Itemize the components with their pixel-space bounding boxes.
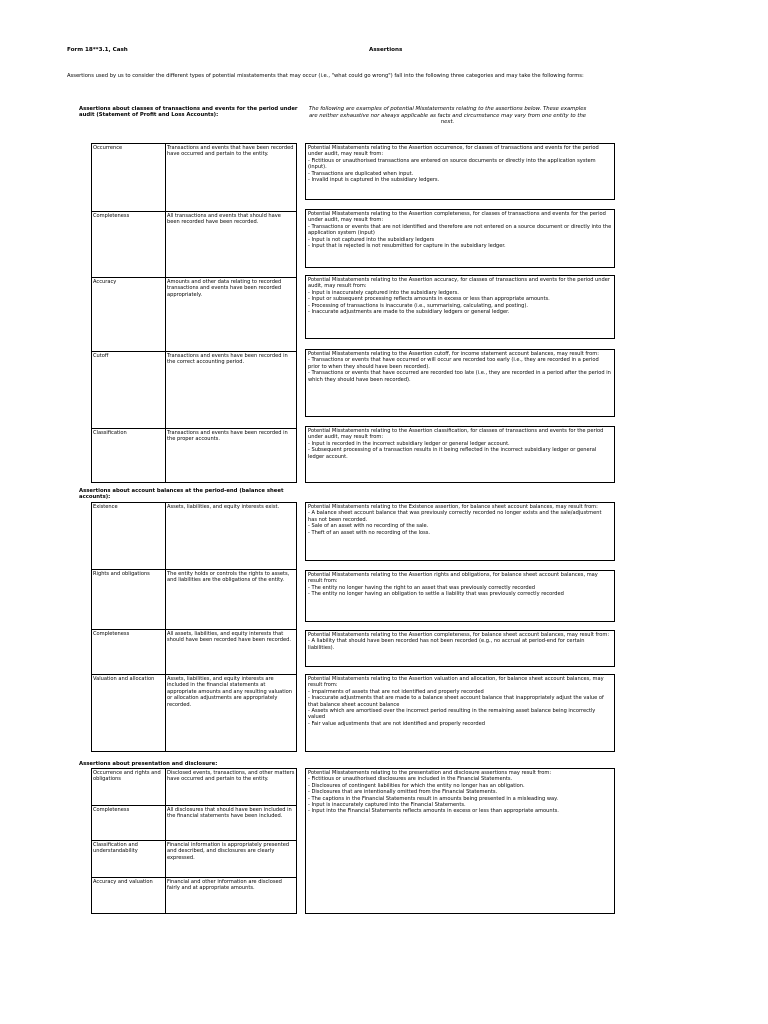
- misstatement-line: - The captions in the Financial Statements result in amounts being presented in a misleading way.: [308, 795, 559, 802]
- misstatement-box-classification: [305, 426, 615, 483]
- misstatement-line: - Fictitious or unauthorised disclosures are included in the Financial Statements.: [308, 776, 513, 783]
- assertion-definition: Assets, liabilities, and equity interests exist.: [167, 504, 280, 510]
- misstatement-line: - Input is inaccurately captured into the subsidiary ledgers.: [308, 289, 459, 296]
- assertion-name: Accuracy: [92, 278, 166, 351]
- table-row: [92, 629, 296, 674]
- assertion-definition: Transactions and events that have been recorded have occurred and pertain to the entity.: [167, 145, 294, 158]
- misstatement-box-existence: [305, 502, 615, 561]
- assertion-name: Completeness: [92, 212, 166, 277]
- misstatement-line: - Disclosures of contingent liabilities for which the entity no longer has an obligation.: [308, 782, 525, 789]
- table-row: [92, 674, 296, 751]
- misstatement-box-accuracy: [305, 275, 615, 339]
- assertion-name: Existence: [92, 503, 166, 569]
- assertion-definition: The entity holds or controls the rights to assets, and liabilities are the obligations of the entity.: [167, 571, 290, 584]
- assertion-name: Cutoff: [92, 352, 166, 428]
- assertion-definition: Disclosed events, transactions, and other matters have occurred and pertain to the entity.: [167, 770, 295, 783]
- table-row: [92, 569, 296, 629]
- assertion-definition: Amounts and other data relating to recorded transactions and events have been recorded appropriately.: [167, 279, 282, 298]
- misstatement-line: - A liability that should have been recorded has not been recorded (e.g., no accrual at period-end for certain liabilities).: [308, 638, 585, 651]
- misstatement-line: - Input that is rejected is not resubmitted for capture in the subsidiary ledger.: [308, 243, 506, 250]
- misstatement-line: - The entity no longer having an obligation to settle a liability that was previously correctly recorded: [308, 591, 564, 598]
- section-heading-balances: Assertions about account balances at the period-end (balance sheet accounts):: [79, 488, 284, 501]
- misstatement-box-cutoff: [305, 349, 615, 417]
- assertion-definition: Transactions and events have been recorded in the correct accounting period.: [167, 353, 288, 366]
- assertion-name: Accuracy and valuation: [92, 878, 166, 913]
- misstatement-line: - Input is recorded in the incorrect subsidiary ledger or general ledger account.: [308, 440, 510, 447]
- misstatement-line: - Invalid input is captured in the subsidiary ledgers.: [308, 177, 440, 184]
- assertion-definition: Financial and other information are disclosed fairly and at appropriate amounts.: [167, 879, 282, 892]
- table-row: [92, 428, 296, 482]
- table-row: [92, 144, 296, 211]
- table-row: [92, 277, 296, 351]
- misstatement-box-completeness-balances: [305, 630, 615, 667]
- misstatement-line: Potential Misstatements relating to the Assertion cutoff, for income statement account balances, may result from:: [308, 351, 599, 357]
- assertion-definition: Financial information is appropriately presented and described, and disclosures are clearly expressed.: [167, 842, 290, 861]
- section-heading-transactions: Assertions about classes of transactions and events for the period under audit (Statement of Profit and Loss Accounts):: [79, 106, 298, 119]
- misstatement-line: - A balance sheet account balance that was previously correctly recorded no longer exists and the sale/adjustment has not been recorded.: [308, 510, 602, 523]
- misstatement-box-presentation: [305, 768, 615, 914]
- misstatement-line: - Theft of an asset with no recording of the loss.: [308, 529, 431, 536]
- assertion-definition: All assets, liabilities, and equity interests that should have been recorded have been recorded.: [167, 631, 291, 644]
- assertions-table-transactions: [91, 143, 297, 483]
- assertion-name: Classification and understandability: [92, 841, 166, 877]
- misstatement-line: Potential Misstatements relating to the Existence assertion, for balance sheet account balances, may result from:: [308, 504, 598, 510]
- misstatement-box-completeness: [305, 209, 615, 268]
- section-heading-presentation: Assertions about presentation and disclosure:: [79, 761, 218, 767]
- assertion-definition: All transactions and events that should have been recorded have been recorded.: [167, 213, 281, 226]
- misstatement-box-rights: [305, 570, 615, 622]
- misstatement-line: - Inaccurate adjustments that are made to a balance sheet account balance that inappropriately adjust the value of that balance sheet account balance: [308, 695, 604, 708]
- misstatement-line: Potential Misstatements relating to the Assertion completeness, for balance sheet account balances, may result from:: [308, 632, 610, 638]
- assertion-name: Occurrence: [92, 144, 166, 211]
- form-id: Form 18**3.1, Cash: [67, 47, 128, 53]
- misstatement-line: - Transactions or events that have occurred are recorded too late (i.e., they are recorded in a period after the period in which they should have been recorded).: [308, 370, 611, 383]
- misstatement-line: - Transactions are duplicated when input.: [308, 170, 414, 177]
- misstatement-line: - Subsequent processing of a transaction results in it being reflected in the incorrect subsidiary ledger or general ledger account.: [308, 447, 597, 460]
- misstatement-line: Potential Misstatements relating to the Assertion rights and obligations, for balance sheet account balances, may result from:: [308, 572, 598, 585]
- assertion-definition: Transactions and events have been recorded in the proper accounts.: [167, 430, 288, 443]
- table-row: [92, 211, 296, 277]
- assertion-name: Rights and obligations: [92, 570, 166, 629]
- table-row: [92, 769, 296, 805]
- assertion-name: Classification: [92, 429, 166, 482]
- misstatement-line: - Impairments of assets that are not identified and properly recorded: [308, 688, 484, 695]
- misstatement-line: - Transactions or events that are not identified and therefore are not entered on a source document or directly into the application system (input): [308, 223, 612, 237]
- assertion-name: Completeness: [92, 630, 166, 674]
- misstatement-line: Potential Misstatements relating to the Assertion completeness, for classes of transactions and events for the period under audit, may result from:: [308, 211, 606, 224]
- assertion-name: Completeness: [92, 806, 166, 840]
- misstatement-line: - Processing of transactions is inaccurate (i.e., summarising, calculating, and posting).: [308, 302, 529, 309]
- misstatement-line: Potential Misstatements relating to the Assertion accuracy, for classes of transactions and events for the period under audit, may result from:: [308, 277, 610, 290]
- misstatement-box-valuation: [305, 674, 615, 752]
- assertion-definition: Assets, liabilities, and equity interests are included in the financial statements at appropriate amounts and any resulting valuation or allocation adjustments are appropriately recorded.: [167, 676, 292, 708]
- assertion-definition: All disclosures that should have been included in the financial statements have been included.: [167, 807, 292, 820]
- table-row: [92, 877, 296, 913]
- misstatement-line: - Input is inaccurately captured into the Financial Statements.: [308, 802, 466, 809]
- misstatement-line: - Disclosures that are intentionally omitted from the Financial Statements.: [308, 789, 498, 796]
- examples-note: The following are examples of potential Misstatements relating to the assertions below. These examples are neither exhaustive nor always applicable as facts and circumstance may vary from one entity to the next.: [308, 106, 587, 125]
- table-row: [92, 351, 296, 428]
- misstatement-line: - Input or subsequent processing reflects amounts in excess or less than appropriate amounts.: [308, 296, 550, 303]
- misstatement-line: - Transactions or events that have occurred or will occur are recorded too early (i.e., they are recorded in a period prior to when they should have been recorded).: [308, 357, 599, 370]
- misstatement-box-occurrence: [305, 143, 615, 200]
- misstatement-line: Potential Misstatements relating to the Assertion valuation and allocation, for balance sheet account balances, may result from:: [308, 676, 604, 689]
- misstatement-line: - The entity no longer having the right to an asset that was previously correctly recorded: [308, 584, 535, 591]
- intro-text: Assertions used by us to consider the different types of potential misstatements that may occur (i.e., "what could go wrong") fall into the following three categories and may take the following forms:: [67, 73, 584, 79]
- assertions-table-balances: [91, 502, 297, 752]
- misstatement-line: - Inaccurate adjustments are made to the subsidiary ledgers or general ledger.: [308, 309, 510, 316]
- table-row: [92, 840, 296, 877]
- misstatement-line: - Input is not captured into the subsidiary ledgers: [308, 236, 435, 243]
- assertion-name: Occurrence and rights and obligations: [92, 769, 166, 805]
- misstatement-line: - Assets which are amortised over the incorrect period resulting in the remaining asset balance being incorrectly valued: [308, 708, 596, 721]
- misstatement-line: - Input into the Financial Statements reflects amounts in excess or less than appropriate amounts.: [308, 808, 559, 815]
- page-title: Assertions: [369, 47, 403, 53]
- misstatement-line: - Fair value adjustments that are not identified and properly recorded: [308, 720, 486, 727]
- misstatement-line: - Sale of an asset with no recording of the sale.: [308, 523, 429, 530]
- misstatement-line: Potential Misstatements relating to the Assertion classification, for classes of transactions and events for the period under audit, may result from:: [308, 428, 604, 441]
- assertion-name: Valuation and allocation: [92, 675, 166, 751]
- assertions-table-presentation: [91, 768, 297, 914]
- misstatement-line: - Fictitious or unauthorised transactions are entered on source documents or directly into the application system (input).: [308, 157, 596, 171]
- misstatement-line: Potential Misstatements relating to the presentation and disclosure assertions may result from:: [308, 770, 552, 776]
- misstatement-line: Potential Misstatements relating to the Assertion occurrence, for classes of transactions and events for the period under audit, may result from:: [308, 145, 599, 158]
- table-row: [92, 503, 296, 569]
- table-row: [92, 805, 296, 840]
